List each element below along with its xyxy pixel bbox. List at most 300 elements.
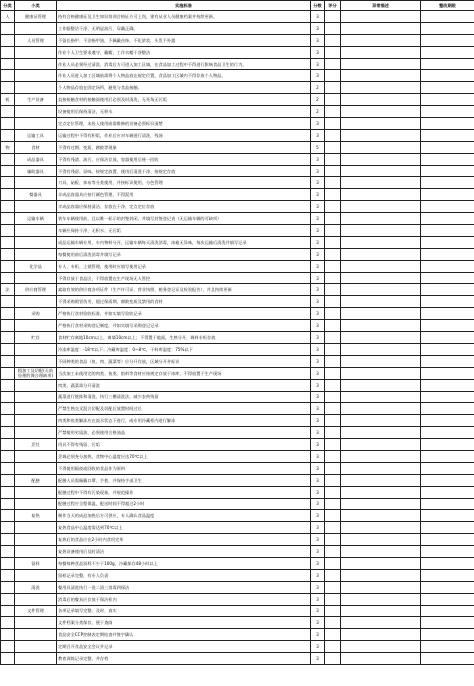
- cell-score: 3: [311, 462, 325, 474]
- cell-sub: [15, 641, 57, 653]
- cell-blank: [421, 403, 474, 415]
- table-row: [1, 260, 474, 272]
- cell-cat: 法: [1, 284, 15, 296]
- cell-std: 配膳人员需佩戴口罩、手套，并保持手部卫生: [57, 474, 311, 486]
- cell-sub: 粗加工及切配(无前处理的课合理缺项): [15, 367, 57, 379]
- cell-blank: [325, 474, 341, 486]
- cell-blank: [325, 46, 341, 58]
- cell-score: 3: [311, 641, 325, 653]
- table-row: [1, 22, 474, 34]
- column-header: 分数: [311, 1, 325, 11]
- cell-std: 留样记录完整，有专人负责: [57, 569, 311, 581]
- cell-cat: [1, 248, 15, 260]
- cell-cat: [1, 581, 15, 593]
- cell-blank: [341, 118, 421, 130]
- cell-sub: [15, 653, 57, 665]
- cell-blank: [341, 141, 421, 153]
- cell-blank: [421, 296, 474, 308]
- cell-sub: [15, 629, 57, 641]
- table-row: [1, 581, 474, 593]
- cell-blank: [341, 248, 421, 260]
- cell-score: 3: [311, 605, 325, 617]
- table-row: [1, 617, 474, 629]
- cell-blank: [325, 403, 341, 415]
- cell-blank: [325, 153, 341, 165]
- cell-cat: [1, 605, 15, 617]
- cell-sub: 辅助器具: [15, 165, 57, 177]
- table-row: [1, 308, 474, 320]
- table-row: [1, 46, 474, 58]
- cell-score: 3: [311, 236, 325, 248]
- cell-cat: 物: [1, 141, 15, 153]
- cell-blank: [421, 236, 474, 248]
- cell-score: 3: [311, 272, 325, 284]
- cell-score: 3: [311, 22, 325, 34]
- table-row: [1, 641, 474, 653]
- cell-blank: [341, 177, 421, 189]
- cell-blank: [341, 593, 421, 605]
- cell-blank: [325, 557, 341, 569]
- cell-cat: [1, 213, 15, 225]
- table-row: [1, 498, 474, 510]
- cell-sub: [15, 82, 57, 94]
- cell-blank: [325, 617, 341, 629]
- cell-cat: [1, 332, 15, 344]
- cell-blank: [341, 153, 421, 165]
- cell-blank: [325, 165, 341, 177]
- cell-sub: [15, 450, 57, 462]
- cell-blank: [325, 118, 341, 130]
- cell-cat: [1, 46, 15, 58]
- cell-score: 3: [311, 486, 325, 498]
- cell-std: 每餐使用前后清洗消毒并填写记录: [57, 248, 311, 260]
- cell-sub: [15, 118, 57, 130]
- cell-std: 不得有过期、变质、腐败等现象: [57, 141, 311, 153]
- cell-blank: [341, 22, 421, 34]
- cell-blank: [341, 260, 421, 272]
- cell-std: 半成品容器具应按行颜色管理，不得混用: [57, 189, 311, 201]
- cell-blank: [325, 177, 341, 189]
- cell-score: 3: [311, 296, 325, 308]
- cell-blank: [421, 284, 474, 296]
- cell-cat: [1, 355, 15, 367]
- cell-blank: [325, 129, 341, 141]
- cell-score: 2: [311, 106, 325, 118]
- table-row: [1, 296, 474, 308]
- cell-sub: [15, 106, 57, 118]
- cell-std: 不得有残渣、油污，应保洁存放，容器使用后统一回收: [57, 153, 311, 165]
- cell-blank: [325, 498, 341, 510]
- cell-blank: [421, 343, 474, 355]
- cell-blank: [325, 605, 341, 617]
- cell-blank: [421, 474, 474, 486]
- cell-blank: [341, 296, 421, 308]
- cell-blank: [421, 557, 474, 569]
- cell-blank: [325, 213, 341, 225]
- table-row: [1, 118, 474, 130]
- cell-std: 刀具、砧板、抹布等分类使用，并按标识使用，分色管理: [57, 177, 311, 189]
- table-row: [1, 11, 474, 23]
- table-row: [1, 332, 474, 344]
- cell-blank: [325, 629, 341, 641]
- table-row: [1, 391, 474, 403]
- cell-blank: [325, 260, 341, 272]
- cell-std: 作业人员必须经过清洗、消毒后方可进入加工区域，在食品加工过程中不得进行影响食品卫生的行为。: [57, 58, 311, 70]
- cell-std: 消毒后的餐具应存放于保洁柜内: [57, 593, 311, 605]
- cell-std: 不得存放于食品区，不得放置在生产现场无人管控: [57, 272, 311, 284]
- cell-blank: [421, 415, 474, 427]
- cell-blank: [421, 320, 474, 332]
- table-row: [1, 248, 474, 260]
- cell-sub: [15, 22, 57, 34]
- table-row: [1, 367, 474, 379]
- cell-blank: [421, 332, 474, 344]
- cell-blank: [325, 462, 341, 474]
- table-row: [1, 153, 474, 165]
- cell-score: 3: [311, 415, 325, 427]
- cell-blank: [341, 427, 421, 439]
- table-row: [1, 403, 474, 415]
- cell-cat: [1, 58, 15, 70]
- cell-blank: [341, 546, 421, 558]
- cell-blank: [325, 34, 341, 46]
- cell-sub: [15, 58, 57, 70]
- cell-blank: [421, 129, 474, 141]
- cell-cat: [1, 474, 15, 486]
- table-row: [1, 474, 474, 486]
- cell-sub: 健康证管理: [15, 11, 57, 23]
- cell-blank: [341, 272, 421, 284]
- cell-blank: [325, 641, 341, 653]
- cell-blank: [341, 367, 421, 379]
- cell-blank: [421, 58, 474, 70]
- cell-score: 3: [311, 593, 325, 605]
- cell-std: 工作服整洁干净、无明显油污，穿戴正确。: [57, 22, 311, 34]
- cell-score: 3: [311, 201, 325, 213]
- table-row: [1, 272, 474, 284]
- cell-blank: [341, 355, 421, 367]
- cell-score: 3: [311, 450, 325, 462]
- cell-score: 3: [311, 629, 325, 641]
- cell-std: 不得有残留、异味，按规定放置、使用后清洗干净、按规定存放: [57, 165, 311, 177]
- table-row: [1, 569, 474, 581]
- cell-score: 5: [311, 141, 325, 153]
- cell-blank: [421, 94, 474, 106]
- cell-blank: [421, 34, 474, 46]
- cell-sub: 食材: [15, 141, 57, 153]
- cell-cat: [1, 439, 15, 451]
- cell-score: 3: [311, 153, 325, 165]
- cell-blank: [341, 462, 421, 474]
- table-row: [1, 546, 474, 558]
- cell-cat: [1, 391, 15, 403]
- cell-blank: [341, 284, 421, 296]
- table-row: [1, 462, 474, 474]
- cell-blank: [421, 260, 474, 272]
- cell-sub: [15, 272, 57, 284]
- table-row: [1, 522, 474, 534]
- cell-sub: [15, 427, 57, 439]
- cell-blank: [325, 332, 341, 344]
- table-row: [1, 94, 474, 106]
- cell-blank: [421, 522, 474, 534]
- cell-score: 3: [311, 379, 325, 391]
- cell-cat: [1, 22, 15, 34]
- cell-cat: [1, 569, 15, 581]
- table-row: [1, 343, 474, 355]
- cell-blank: [341, 557, 421, 569]
- cell-sub: [15, 593, 57, 605]
- cell-score: 3: [311, 391, 325, 403]
- cell-std: 文件档案分类保存，便于查阅: [57, 617, 311, 629]
- cell-cat: [1, 534, 15, 546]
- cell-blank: [325, 653, 341, 665]
- cell-score: 3: [311, 403, 325, 415]
- cell-sub: [15, 534, 57, 546]
- table-row: [1, 213, 474, 225]
- cell-blank: [325, 427, 341, 439]
- cell-score: 3: [311, 34, 325, 46]
- cell-cat: [1, 450, 15, 462]
- cell-blank: [325, 379, 341, 391]
- column-header: 实施标准: [57, 1, 311, 11]
- cell-std: 不留长指甲、不涂指甲油，不佩戴首饰，不化浓妆，头发不外露: [57, 34, 311, 46]
- cell-score: 3: [311, 343, 325, 355]
- cell-blank: [341, 486, 421, 498]
- cell-blank: [421, 617, 474, 629]
- cell-cat: [1, 403, 15, 415]
- cell-std: 烹调必须充分加热，食物中心温度应达70℃以上: [57, 450, 311, 462]
- cell-sub: [15, 462, 57, 474]
- cell-cat: [1, 106, 15, 118]
- cell-blank: [421, 641, 474, 653]
- cell-score: 3: [311, 70, 325, 82]
- cell-std: 不得采购假冒伪劣、超过保质期、腐败变质及禁用的食材: [57, 296, 311, 308]
- table-row: [1, 189, 474, 201]
- table-row: [1, 284, 474, 296]
- cell-blank: [421, 462, 474, 474]
- cell-blank: [341, 11, 421, 23]
- cell-std: 食材贮存离地10cm以上，离墙10cm以上；不得置于地面，生熟分开，调料专柜存放: [57, 332, 311, 344]
- cell-blank: [341, 391, 421, 403]
- cell-sub: [15, 522, 57, 534]
- cell-blank: [341, 415, 421, 427]
- cell-sub: [15, 498, 57, 510]
- cell-blank: [421, 272, 474, 284]
- cell-std: 肉类、蔬菜需分开清洗: [57, 379, 311, 391]
- cell-std: 专人、专柜、上锁管理，使用时应填写使用记录: [57, 260, 311, 272]
- cell-std: 复热设备使用后及时清洁: [57, 546, 311, 558]
- cell-blank: [341, 308, 421, 320]
- cell-std: 个人物品存放在固定场所，避免与食品接触。: [57, 82, 311, 94]
- cell-std: 复热食品中心温度需达到70℃以上: [57, 522, 311, 534]
- cell-sub: 运输车辆: [15, 213, 57, 225]
- cell-blank: [421, 165, 474, 177]
- cell-sub: 文件管理: [15, 605, 57, 617]
- cell-std: 持有合格健康证及卫生知识培训合格证方可上岗，建有从业人员健康档案并持续更新。: [57, 11, 311, 23]
- cell-score: 3: [311, 118, 325, 130]
- cell-blank: [341, 165, 421, 177]
- cell-blank: [341, 129, 421, 141]
- cell-blank: [325, 58, 341, 70]
- cell-std: 餐用具清洗执行一洗二清三消毒四保洁: [57, 581, 311, 593]
- cell-sub: [15, 46, 57, 58]
- cell-blank: [421, 189, 474, 201]
- table-row: [1, 70, 474, 82]
- cell-sub: 留样: [15, 557, 57, 569]
- cell-score: 3: [311, 308, 325, 320]
- cell-blank: [421, 70, 474, 82]
- cell-sub: 贮存: [15, 332, 57, 344]
- cell-blank: [341, 46, 421, 58]
- cell-blank: [421, 355, 474, 367]
- table-row: [1, 427, 474, 439]
- cell-cat: [1, 153, 15, 165]
- cell-sub: 采购: [15, 308, 57, 320]
- cell-blank: [421, 546, 474, 558]
- cell-score: 3: [311, 284, 325, 296]
- cell-blank: [421, 367, 474, 379]
- cell-blank: [341, 534, 421, 546]
- cell-blank: [421, 486, 474, 498]
- cell-blank: [341, 189, 421, 201]
- cell-score: 3: [311, 11, 325, 23]
- cell-blank: [325, 450, 341, 462]
- cell-sub: [15, 415, 57, 427]
- cell-cat: [1, 498, 15, 510]
- cell-score: 3: [311, 439, 325, 451]
- cell-std: 作业人员进入加工区域前需将个人物品放在规定位置，食品加工区域内不得存放个人物品。: [57, 70, 311, 82]
- cell-std: 配膳过程应全程保温，配送时间不得超过2小时: [57, 498, 311, 510]
- column-header: 异常描述: [341, 1, 421, 11]
- cell-blank: [325, 284, 341, 296]
- cell-blank: [341, 498, 421, 510]
- cell-score: 3: [311, 581, 325, 593]
- cell-blank: [325, 439, 341, 451]
- table-row: [1, 439, 474, 451]
- cell-score: 3: [311, 510, 325, 522]
- cell-cat: [1, 510, 15, 522]
- cell-std: 用具不得有残留、污垢: [57, 439, 311, 451]
- cell-cat: [1, 296, 15, 308]
- cell-sub: [15, 296, 57, 308]
- cell-score: 3: [311, 498, 325, 510]
- table-row: [1, 510, 474, 522]
- cell-blank: [325, 569, 341, 581]
- cell-score: 2: [311, 82, 325, 94]
- cell-cat: [1, 165, 15, 177]
- cell-blank: [341, 617, 421, 629]
- cell-blank: [421, 153, 474, 165]
- table-row: [1, 534, 474, 546]
- cell-blank: [421, 225, 474, 237]
- cell-score: 3: [311, 177, 325, 189]
- cell-blank: [341, 70, 421, 82]
- cell-cat: [1, 225, 15, 237]
- cell-sub: [15, 569, 57, 581]
- table-row: [1, 379, 474, 391]
- table-row: [1, 225, 474, 237]
- cell-blank: [325, 272, 341, 284]
- cell-blank: [421, 308, 474, 320]
- cell-blank: [325, 415, 341, 427]
- cell-std: 作业个人卫生要求遵守，戴帽，工作衣帽干净整洁: [57, 46, 311, 58]
- cell-blank: [341, 225, 421, 237]
- cell-blank: [325, 581, 341, 593]
- cell-blank: [341, 332, 421, 344]
- cell-blank: [341, 213, 421, 225]
- cell-score: 3: [311, 427, 325, 439]
- cell-blank: [325, 486, 341, 498]
- cell-blank: [325, 94, 341, 106]
- cell-blank: [421, 427, 474, 439]
- cell-score: 3: [311, 213, 325, 225]
- table-row: [1, 320, 474, 332]
- cell-blank: [341, 450, 421, 462]
- column-header: 评分: [325, 1, 341, 11]
- cell-sub: [15, 248, 57, 260]
- cell-cat: [1, 486, 15, 498]
- cell-std: 不同种类的食品（鱼、肉、蔬菜等）应分开存放，区域分开并标识: [57, 355, 311, 367]
- cell-sub: 供应商管理: [15, 284, 57, 296]
- cell-sub: 烹饪: [15, 439, 57, 451]
- cell-score: 3: [311, 129, 325, 141]
- cell-sub: 复热: [15, 510, 57, 522]
- cell-blank: [421, 498, 474, 510]
- cell-blank: [325, 106, 341, 118]
- cell-blank: [325, 355, 341, 367]
- cell-blank: [421, 605, 474, 617]
- cell-blank: [325, 22, 341, 34]
- cell-blank: [421, 141, 474, 153]
- cell-std: 装车车辆使用前，且以唯一标示的封签封闭，并填写封签登记表（无运输车辆的可缺项）: [57, 213, 311, 225]
- cell-cat: [1, 653, 15, 665]
- cell-cat: [1, 427, 15, 439]
- cell-blank: [421, 213, 474, 225]
- cell-score: 3: [311, 367, 325, 379]
- cell-score: 3: [311, 355, 325, 367]
- cell-cat: [1, 70, 15, 82]
- table-row: [1, 236, 474, 248]
- table-row: [1, 653, 474, 665]
- cell-blank: [421, 11, 474, 23]
- cell-cat: [1, 260, 15, 272]
- cell-std: 不得使用隔夜或回收的食品作为原料: [57, 462, 311, 474]
- cell-sub: 人员管理: [15, 34, 57, 46]
- cell-sub: [15, 236, 57, 248]
- cell-score: 3: [311, 569, 325, 581]
- cell-blank: [325, 391, 341, 403]
- cell-cat: [1, 522, 15, 534]
- cell-blank: [325, 225, 341, 237]
- cell-blank: [421, 450, 474, 462]
- cell-std: 严格执行食材采购登记制度，并如实填写采购登记记录: [57, 320, 311, 332]
- cell-blank: [421, 439, 474, 451]
- table-row: [1, 82, 474, 94]
- cell-blank: [325, 70, 341, 82]
- cell-blank: [421, 569, 474, 581]
- cell-blank: [325, 201, 341, 213]
- cell-score: 3: [311, 474, 325, 486]
- cell-blank: [421, 22, 474, 34]
- cell-sub: [15, 70, 57, 82]
- cell-std: 定点定位管理，未投入使用或需维修的设备必须标识清楚: [57, 118, 311, 130]
- table-row: [1, 34, 474, 46]
- cell-score: 3: [311, 534, 325, 546]
- cell-std: 当次加工未使用完的肉类、鱼类、馅料等食材应按规定存放于冰库，不得放置于生产现场: [57, 367, 311, 379]
- cell-score: 3: [311, 189, 325, 201]
- cell-std: 肉类和鱼类解冻应在流水状态下进行，或专用冷藏柜内进行解冻: [57, 415, 311, 427]
